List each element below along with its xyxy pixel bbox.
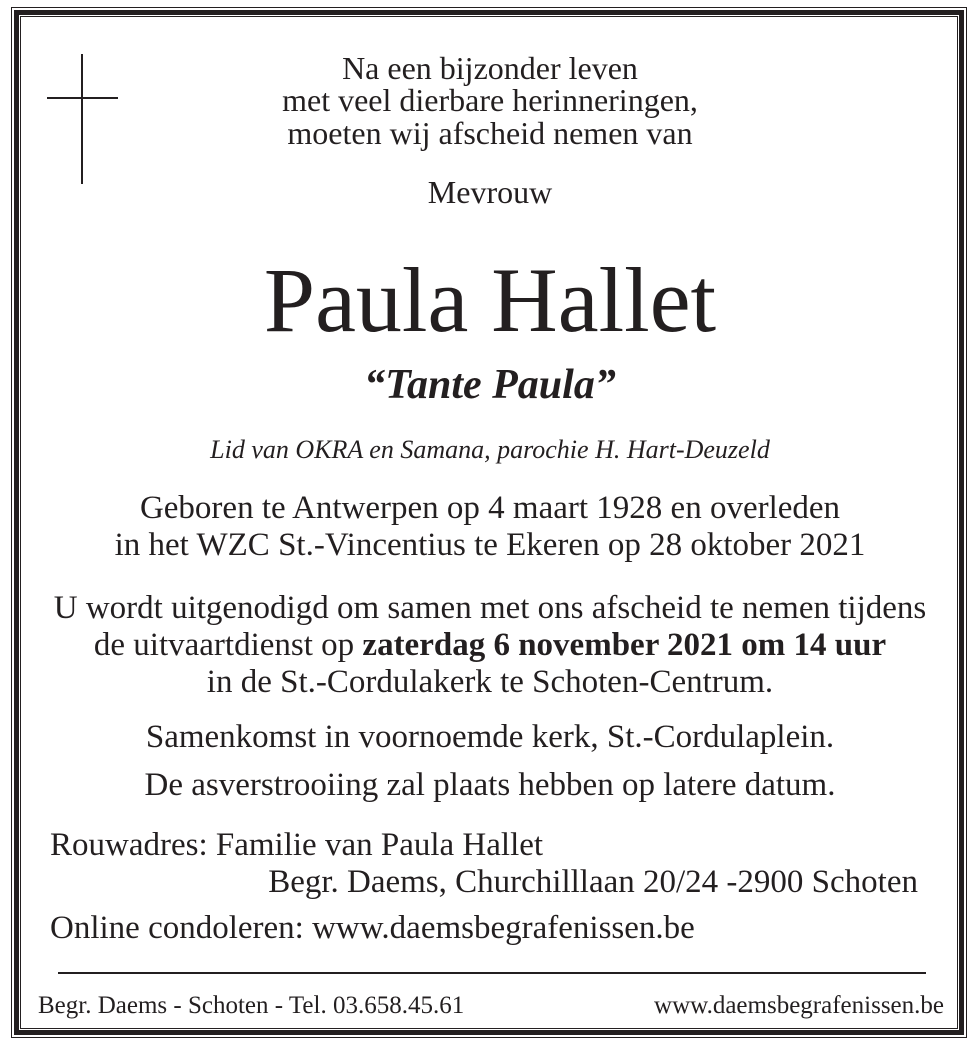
title-prefix: Mevrouw [427,174,553,210]
intro-line: Na een bijzonder leven [342,50,638,86]
membership: Lid van OKRA en Samana, parochie H. Hart-Deuzeld [210,435,770,464]
nickname: “Tante Paula” [364,362,616,408]
deceased-name: Paula Hallet [263,249,717,351]
invitation-line: in de St.-Cordulakerk te Schoten-Centrum. [206,664,774,700]
birth-death-line: Geboren te Antwerpen op 4 maart 1928 en overleden [139,490,841,526]
online-condolence: Online condoleren: www.daemsbegrafenissen.be [50,910,695,946]
footer-website[interactable]: www.daemsbegrafenissen.be [654,992,944,1019]
invitation-line [0,626,980,664]
separator-line [58,972,926,974]
footer-contact: Begr. Daems - Schoten - Tel. 03.658.45.61 [38,992,465,1019]
invitation-line: U wordt uitgenodigd om samen met ons afscheid te nemen tijdens [53,590,927,626]
intro-line: moeten wij afscheid nemen van [287,115,693,151]
ashes: De asverstrooiing zal plaats hebben op latere datum. [144,767,836,803]
intro-line: met veel dierbare herinneringen, [282,82,698,118]
birth-death-line: in het WZC St.-Vincentius te Ekeren op 28 oktober 2021 [114,527,866,563]
mourning-address: Rouwadres: Familie van Paula Hallet [50,827,544,863]
service-datetime: zaterdag 6 november 2021 om 14 uur [362,627,887,663]
invitation-prefix: de uitvaartdienst op [93,627,363,663]
mourning-address-line2: Begr. Daems, Churchilllaan 20/24 -2900 Schoten [268,864,918,900]
gathering: Samenkomst in voornoemde kerk, St.-Cordulaplein. [145,719,835,755]
